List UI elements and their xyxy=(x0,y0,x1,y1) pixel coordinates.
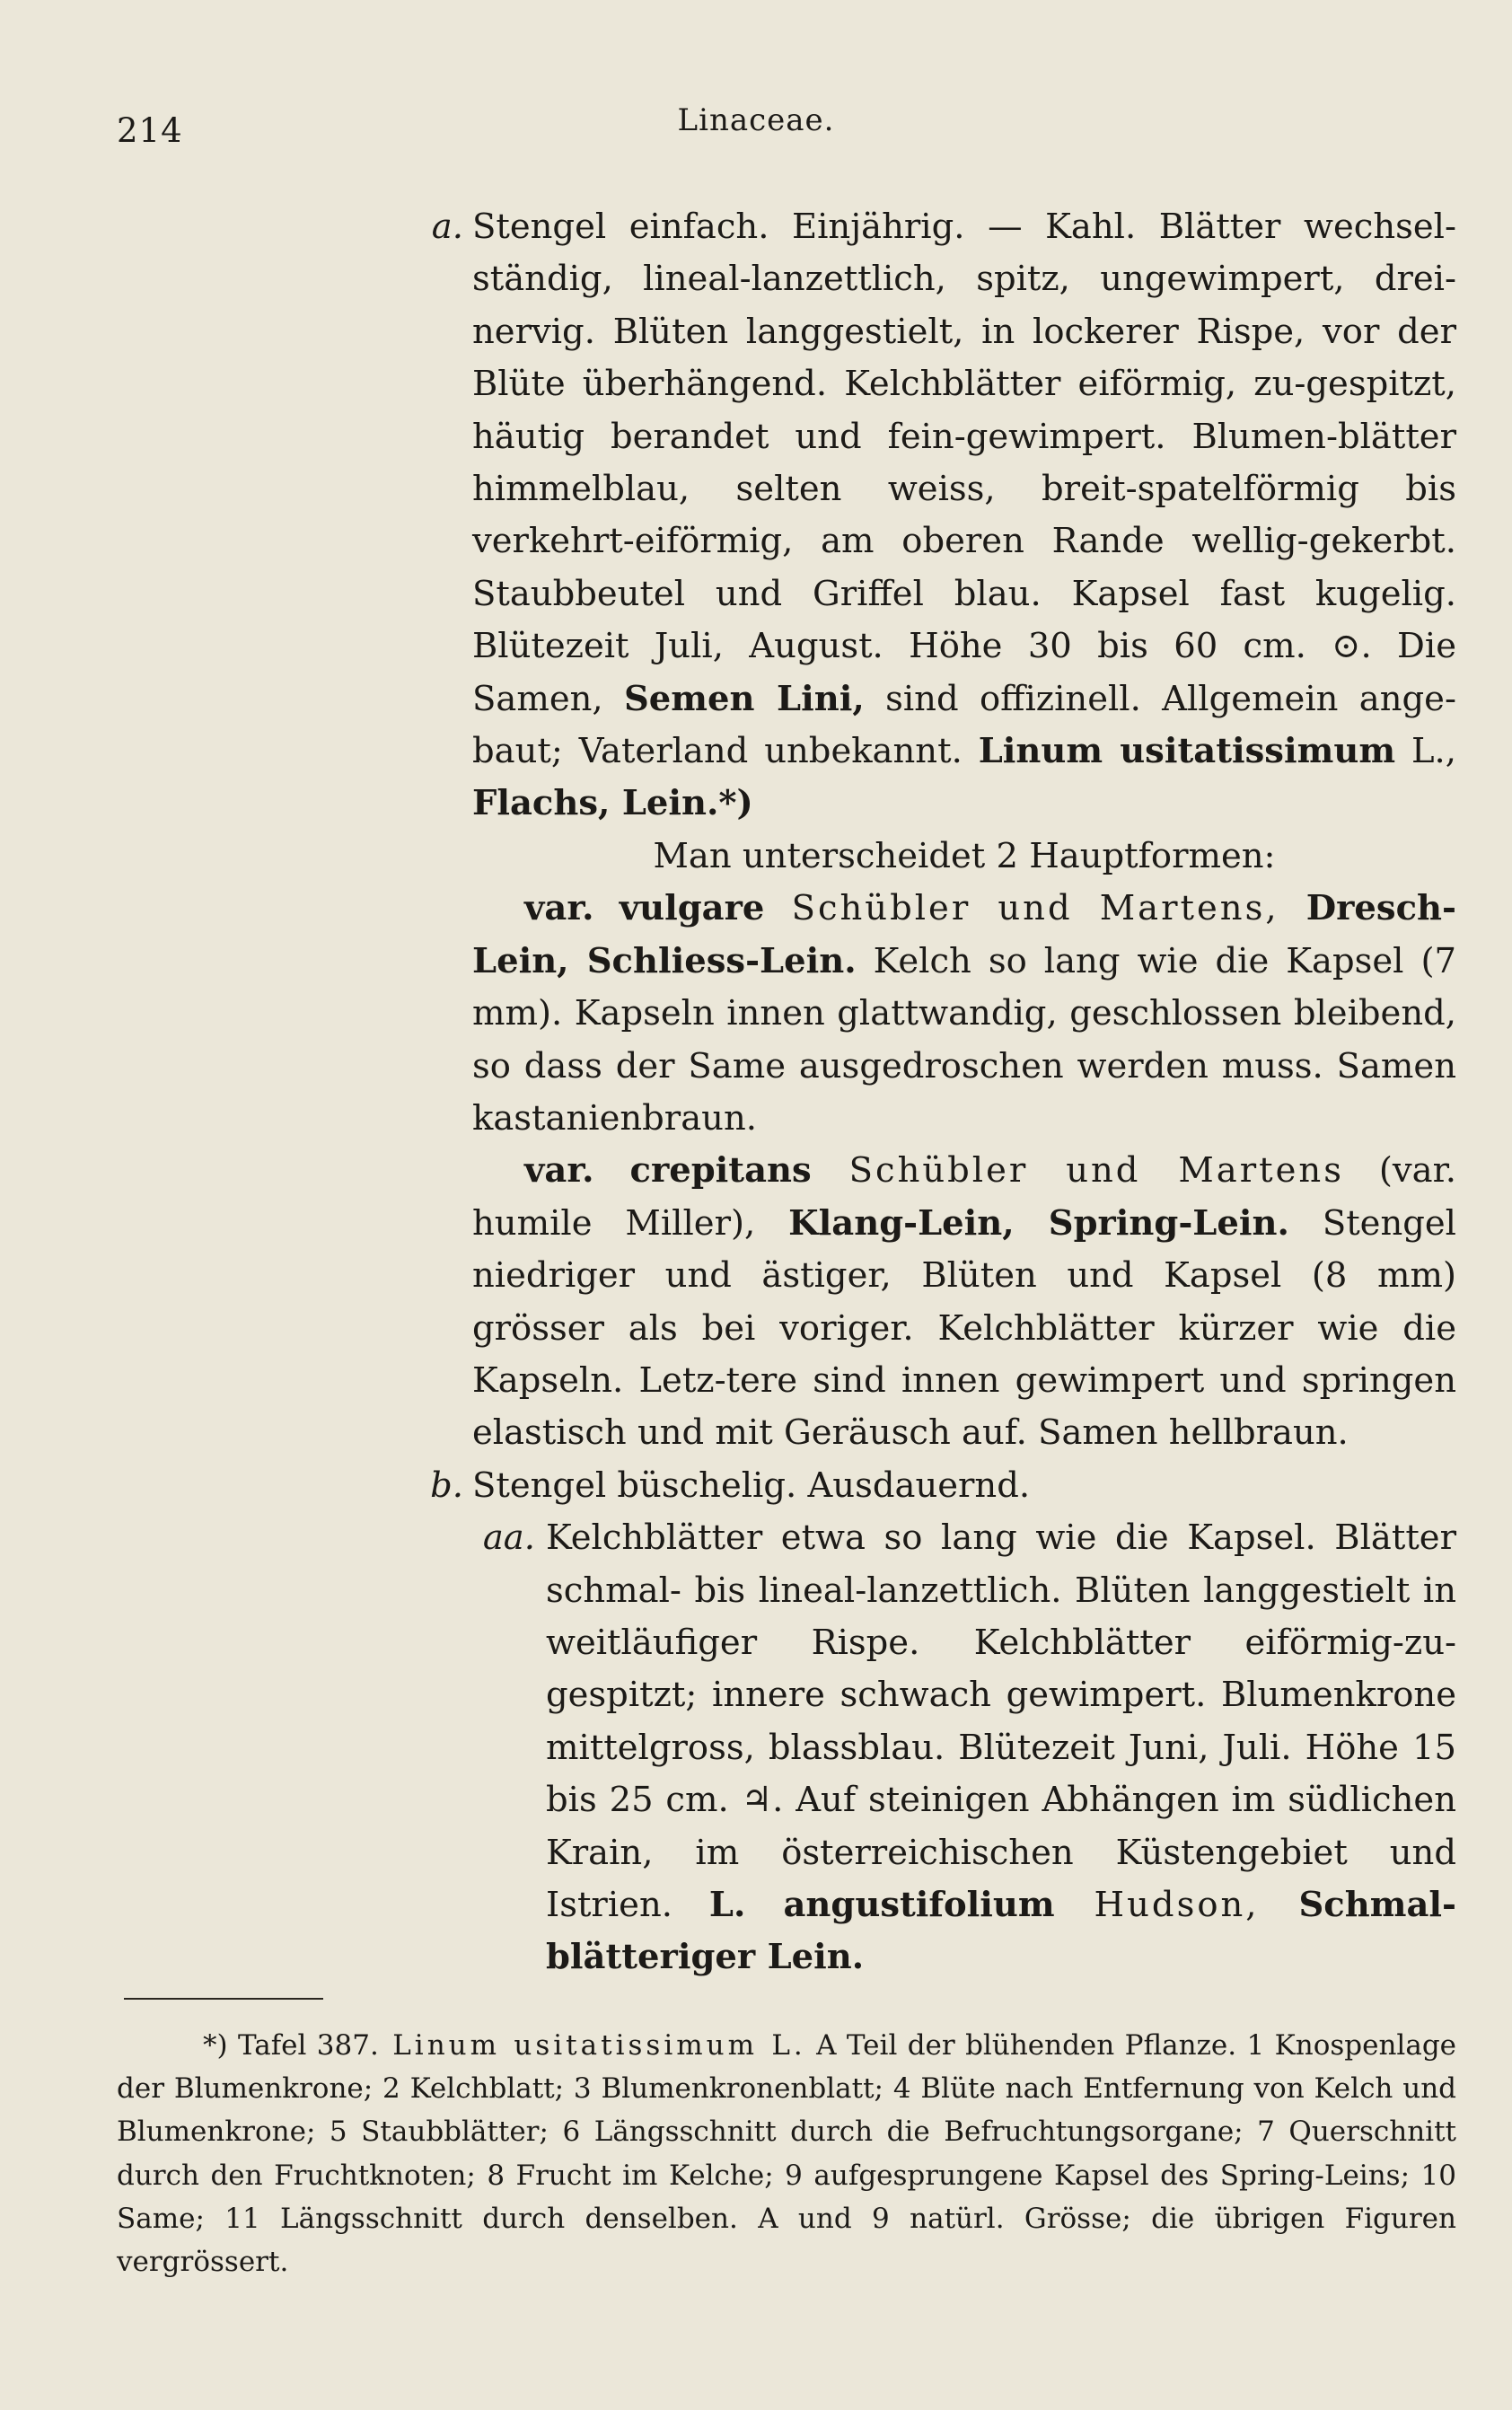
entry-aa-common: Schmal-blätteriger Lein. xyxy=(546,1885,1456,1978)
variety-crepitans-text: Stengel niedriger und ästiger, Blüten und Kapsel (8 mm) grösser als bei voriger. Kelchblätter kürzer wie die Kapseln. Letz-tere sind innen gewimpert und springen elastisch und mit Geräusch auf. Samen hellbraun. xyxy=(472,1202,1456,1454)
footnote-species: Linum usitatissimum L. xyxy=(378,2029,806,2062)
entry-a-text-2: sind offizinell. Allgemein ange-baut; Vaterland unbekannt. xyxy=(472,678,1456,772)
entry-a-author: L., xyxy=(1395,731,1457,772)
entry-b-text: Stengel büschelig. Ausdauernd. xyxy=(472,1464,1031,1506)
footnote-body: A Teil der blühenden Pflanze. 1 Knospenlage der Blumenkrone; 2 Kelchblatt; 3 Blumenkronenblatt; 4 Blüte nach Entfernung von Kelch und Blumenkrone; 5 Staubblätter; 6 Längsschnitt durch die Befruchtungsorgane; 7 Querschnitt durch den Fruchtknoten; 8 Frucht im Kelche; 9 aufgesprungene Kapsel des Spring-Leins; 10 Same; 11 Längsschnitt durch denselben. A und 9 natürl. Grösse; die übrigen Figuren vergrössert. xyxy=(117,2029,1457,2279)
variety-crepitans-name: var. crepitans xyxy=(524,1150,812,1192)
variety-vulgare-name: var. vulgare xyxy=(524,888,765,929)
entry-a-species: Linum usitatissimum xyxy=(978,731,1396,772)
variety-crepitans-author: Schübler und Martens xyxy=(811,1150,1344,1192)
page-number: 214 xyxy=(117,111,183,150)
variety-crepitans xyxy=(472,1145,1456,1459)
entry-a-common-name: Flachs, Lein.*) xyxy=(472,783,753,824)
entry-a-semen: Semen Lini, xyxy=(624,678,865,719)
variety-vulgare xyxy=(472,883,1456,1145)
entry-a xyxy=(431,201,1457,831)
footnote-mark: *) Tafel 387. xyxy=(203,2029,379,2062)
footnote xyxy=(117,2024,1456,2283)
variety-crepitans-common: Klang-Lein, Spring-Lein. xyxy=(788,1202,1289,1244)
forms-intro: Man unterscheidet 2 Hauptformen: xyxy=(653,835,1276,876)
entry-aa xyxy=(482,1512,1456,1984)
entry-b xyxy=(430,1460,1456,1512)
entry-aa-author: Hudson, xyxy=(1054,1885,1299,1925)
entry-b-marker: b. xyxy=(430,1464,463,1506)
variety-crepitans-synonym: (var. humile Miller), xyxy=(472,1150,1456,1244)
entry-a-text: Stengel einfach. Einjährig. — Kahl. Blätter wechsel-ständig, lineal-lanzettlich, spitz, ungewimpert, drei-nervig. Blüten langgestielt, in lockerer Rispe, vor der Blüte überhängend. Kelchblätter eiförmig, zu-gespitzt, häutig berandet und fein-gewimpert. Blumen-blätter himmelblau, selten weiss, breit-spatelförmig bis verkehrt-eiförmig, am oberen Rande wellig-gekerbt. Staubbeutel und Griffel blau. Kapsel fast kugelig. Blütezeit Juli, August. Höhe 30 bis 60 cm. ⊙. Die Samen, xyxy=(472,207,1456,719)
footnote-divider xyxy=(124,1998,323,2000)
entry-aa-marker: aa. xyxy=(482,1517,535,1559)
variety-vulgare-text: Kelch so lang wie die Kapsel (7 mm). Kapseln innen glattwandig, geschlossen bleibend, so dass der Same ausgedroschen werden muss. Samen kastanienbraun. xyxy=(472,940,1456,1139)
entry-aa-species: L. angustifolium xyxy=(708,1885,1055,1925)
main-text xyxy=(430,201,1457,1984)
running-title: Linaceae. xyxy=(677,102,835,138)
variety-vulgare-common: Dresch-Lein, Schliess-Lein. xyxy=(472,888,1456,981)
entry-aa-text: Kelchblätter etwa so lang wie die Kapsel. Blätter schmal- bis lineal-lanzettlich. Blüten langgestielt in weitläufiger Rispe. Kelchblätter eiförmig-zu-gespitzt; innere schwach gewimpert. Blumenkrone mittelgross, blassblau. Blütezeit Juni, Juli. Höhe 15 bis 25 cm. ♃. Auf steinigen Abhängen im südlichen Krain, im österreichischen Küstengebiet und Istrien. xyxy=(546,1517,1456,1925)
entry-a-marker: a. xyxy=(431,207,463,247)
footnote-text xyxy=(117,2024,1456,2283)
variety-vulgare-author: Schübler und Martens, xyxy=(764,888,1306,929)
